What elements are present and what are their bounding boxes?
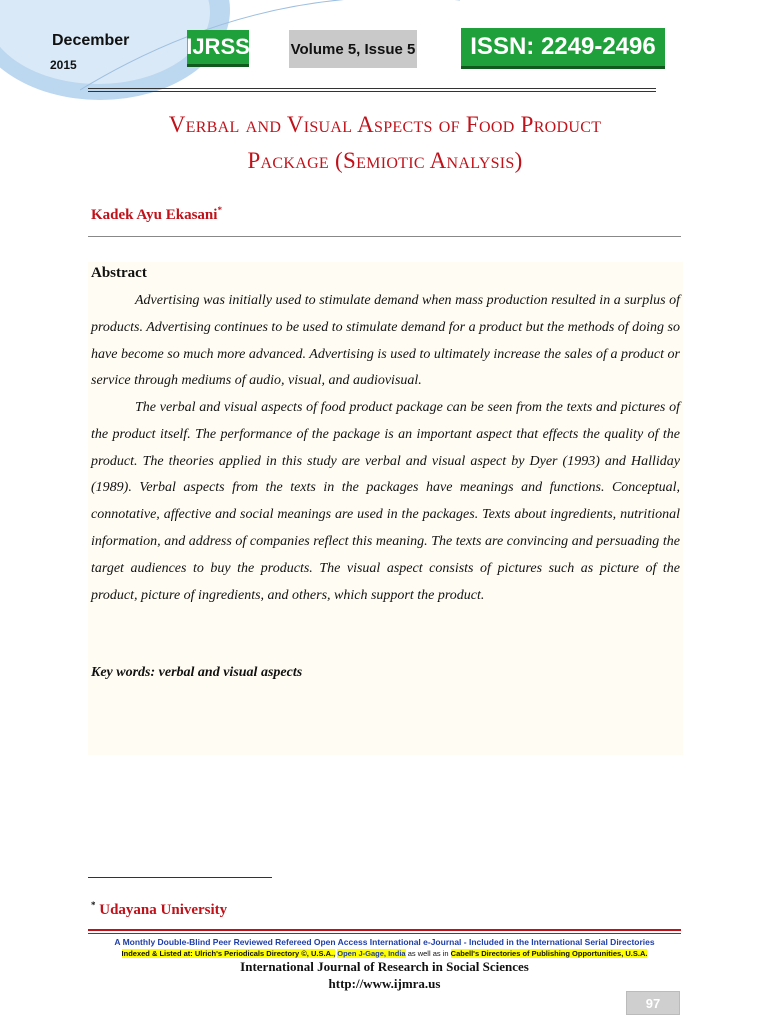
affiliation-text: Udayana University (99, 902, 228, 918)
footer-journal-name: International Journal of Research in Social Sciences (240, 959, 529, 974)
footer-journal-description: A Monthly Double-Blind Peer Reviewed Refereed Open Access International e-Journal - Included in the International Serial Directories (114, 937, 655, 947)
author-name-text: Kadek Ayu Ekasani (91, 207, 218, 223)
volume-issue: Volume 5, Issue 5 (289, 30, 417, 68)
header-divider-secondary (88, 91, 656, 92)
issn-number: ISSN: 2249-2496 (461, 28, 665, 69)
footer-open-jgage-link[interactable]: Open J-Gage, India (337, 949, 406, 958)
issue-month: December (52, 32, 130, 49)
footnote-divider (88, 877, 272, 878)
abstract-paragraph-2-text: The verbal and visual aspects of food product package can be seen from the texts and pictures of the product itself. The performance of the package is an important aspect that effects the quality of the product. The theories applied in this study are verbal and visual aspect by Dyer (1993) and Halliday (1989). Verbal aspects from the texts in the packages have meanings and functions. Conceptual, connotative, affective and social meanings are used in the packages. Texts about ingredients, nutritional information, and address of companies reflect this meaning. The texts are convincing and persuading the target audiences to buy the products. The visual aspect consists of pictures such as picture of the product, picture of ingredients, and others, which support the product. (91, 400, 680, 603)
author-name (91, 205, 222, 224)
footnote-mark: * (91, 900, 96, 910)
page-number: 97 (626, 991, 680, 1015)
footer-divider (88, 929, 681, 931)
footer-indexed-mid: as well as in (407, 949, 449, 958)
footer-cabells: Cabell's Directories of Publishing Opportunities, U.S.A. (450, 949, 648, 958)
author-footnote-mark: * (217, 205, 222, 215)
footer-indexing (88, 949, 681, 958)
abstract-paragraph-1 (91, 288, 680, 395)
article-title-line1: Verbal and Visual Aspects of Food Product (168, 112, 602, 137)
abstract-heading: Abstract (91, 265, 147, 281)
abstract-paragraph-1-text: Advertising was initially used to stimulate demand when mass production resulted in a surplus of products. Advertising continues to be used to stimulate demand for a product but the methods of doing so have become so much more advanced. Advertising is used to ultimately increase the sales of a product or service through mediums of audio, visual, and audiovisual. (91, 293, 680, 389)
footnote-affiliation (91, 900, 227, 919)
abstract-paragraph-2 (91, 395, 680, 609)
footer-divider-secondary (88, 933, 681, 934)
article-title-line2: Package (Semiotic Analysis) (247, 148, 523, 173)
issue-date (40, 22, 152, 80)
journal-abbreviation: IJRSS (187, 30, 249, 67)
header-divider (88, 88, 656, 89)
footer-url-link[interactable]: http://www.ijmra.us (328, 976, 441, 991)
footer-indexed-prefix: Indexed & Listed at: Ulrich's Periodicals Directory ©, U.S.A., (121, 949, 336, 958)
author-divider (88, 236, 681, 237)
keywords: Key words: verbal and visual aspects (91, 665, 303, 680)
issue-year: 2015 (50, 58, 77, 72)
